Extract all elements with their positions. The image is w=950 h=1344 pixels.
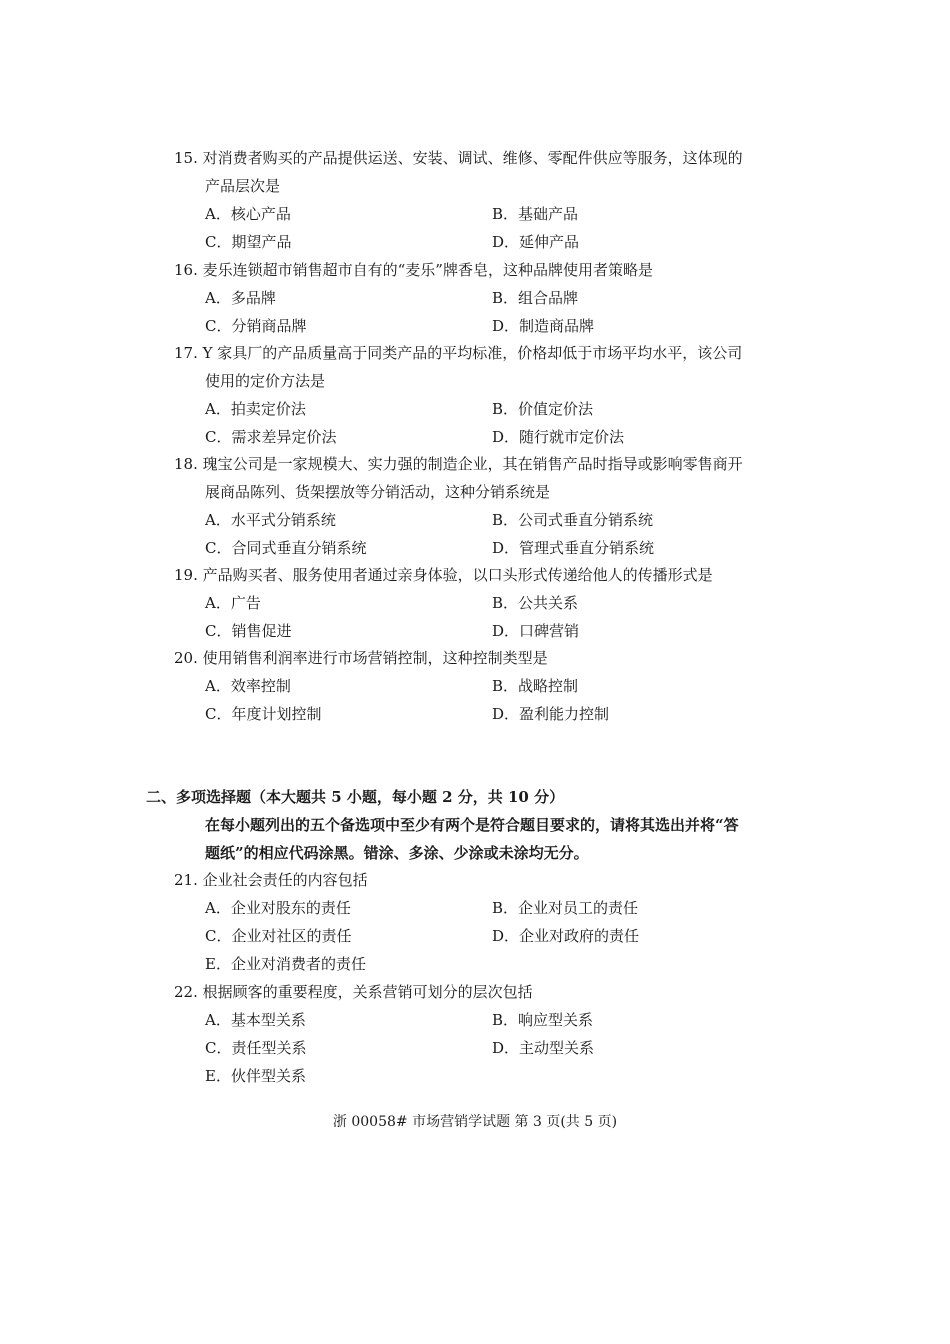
question-15-stem-cont: 产品层次是 (205, 177, 281, 195)
question-17-stem: 17. Y 家具厂的产品质量高于同类产品的平均标准，价格却低于市场平均水平，该公司 (174, 344, 743, 362)
question-22-option-a: A．基本型关系 (205, 1011, 306, 1029)
section-2-instruction-cont: 题纸”的相应代码涂黑。错涂、多涂、少涂或未涂均无分。 (205, 844, 589, 862)
section-2-instruction: 在每小题列出的五个备选项中至少有两个是符合题目要求的，请将其选出并将“答 (205, 816, 739, 834)
question-20-option-d: D．盈利能力控制 (492, 705, 610, 723)
question-22-option-d: D．主动型关系 (492, 1039, 595, 1057)
question-22-option-e: E．伙伴型关系 (205, 1067, 306, 1085)
question-16-option-a: A．多品牌 (205, 289, 276, 307)
question-18-option-d: D．管理式垂直分销系统 (492, 539, 655, 557)
question-18-stem: 18. 瑰宝公司是一家规模大、实力强的制造企业，其在销售产品时指导或影响零售商开 (174, 455, 743, 473)
question-19-stem: 19. 产品购买者、服务使用者通过亲身体验，以口头形式传递给他人的传播形式是 (174, 566, 713, 584)
question-18-stem-cont: 展商品陈列、货架摆放等分销活动，这种分销系统是 (205, 483, 551, 501)
question-15-option-a: A．核心产品 (205, 205, 291, 223)
question-20-option-a: A．效率控制 (205, 677, 291, 695)
question-15-option-b: B．基础产品 (492, 205, 579, 223)
question-21-option-d: D．企业对政府的责任 (492, 927, 640, 945)
question-16-option-b: B．组合品牌 (492, 289, 579, 307)
question-17-stem-cont: 使用的定价方法是 (205, 372, 326, 390)
question-22-option-b: B．响应型关系 (492, 1011, 594, 1029)
question-18-option-c: C．合同式垂直分销系统 (205, 539, 367, 557)
question-21-option-e: E．企业对消费者的责任 (205, 955, 366, 973)
question-20-stem: 20. 使用销售利润率进行市场营销控制，这种控制类型是 (174, 649, 548, 667)
question-21-option-c: C．企业对社区的责任 (205, 927, 352, 945)
question-20-option-b: B．战略控制 (492, 677, 579, 695)
page-footer: 浙 00058# 市场营销学试题 第 3 页(共 5 页) (332, 1114, 618, 1130)
question-21-option-a: A．企业对股东的责任 (205, 899, 351, 917)
question-17-option-b: B．价值定价法 (492, 400, 594, 418)
question-15-stem: 15. 对消费者购买的产品提供运送、安装、调试、维修、零配件供应等服务，这体现的 (174, 149, 743, 167)
question-22-option-c: C．责任型关系 (205, 1039, 307, 1057)
question-21-option-b: B．企业对员工的责任 (492, 899, 639, 917)
question-19-option-c: C．销售促进 (205, 622, 292, 640)
section-2-title: 二、多项选择题（本大题共 5 小题，每小题 2 分，共 10 分） (146, 788, 565, 806)
question-16-option-d: D．制造商品牌 (492, 317, 595, 335)
question-19-option-d: D．口碑营销 (492, 622, 580, 640)
question-18-option-b: B．公司式垂直分销系统 (492, 511, 654, 529)
question-16-stem: 16. 麦乐连锁超市销售超市自有的“麦乐”牌香皂，这种品牌使用者策略是 (174, 261, 653, 279)
question-21-stem: 21. 企业社会责任的内容包括 (174, 871, 368, 889)
question-17-option-d: D．随行就市定价法 (492, 428, 625, 446)
question-17-option-c: C．需求差异定价法 (205, 428, 337, 446)
question-16-option-c: C．分销商品牌 (205, 317, 307, 335)
question-22-stem: 22. 根据顾客的重要程度，关系营销可划分的层次包括 (174, 983, 533, 1001)
question-20-option-c: C．年度计划控制 (205, 705, 322, 723)
question-15-option-c: C．期望产品 (205, 233, 292, 251)
question-19-option-b: B．公共关系 (492, 594, 579, 612)
question-18-option-a: A．水平式分销系统 (205, 511, 336, 529)
question-15-option-d: D．延伸产品 (492, 233, 580, 251)
question-17-option-a: A．拍卖定价法 (205, 400, 306, 418)
question-19-option-a: A．广告 (205, 594, 261, 612)
